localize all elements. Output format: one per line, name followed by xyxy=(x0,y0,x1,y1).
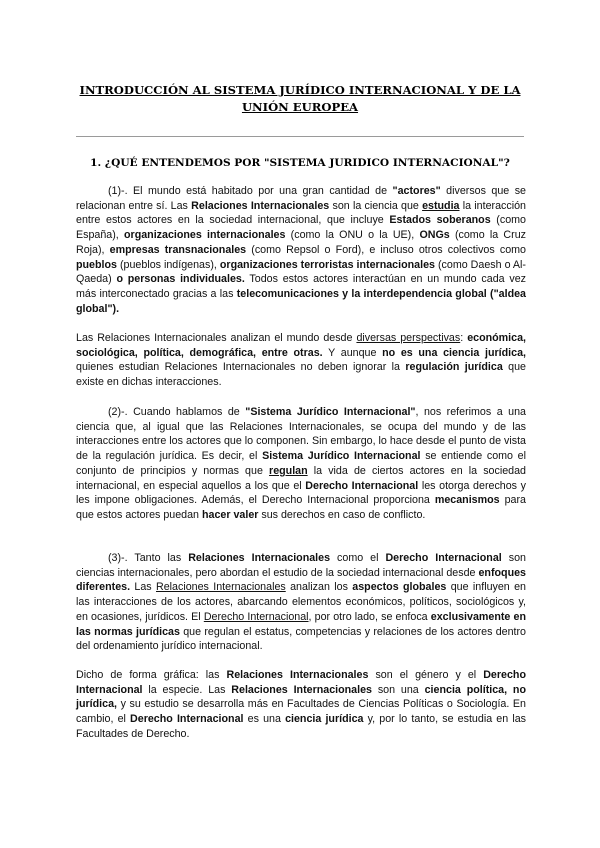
text-run: (como España), xyxy=(76,214,526,242)
title-divider xyxy=(76,136,524,137)
text-run: Relaciones Internacionales xyxy=(188,552,331,564)
text-run: Todos estos actores interactúan en un mundo cada vez más interconectado gracias a las xyxy=(76,273,527,300)
text-run: telecomunicaciones y la interdependencia global ("aldea global"). xyxy=(76,287,526,315)
text-run: mecanismos xyxy=(434,494,500,507)
text-run: (como Daesh o Al-Qaeda) xyxy=(76,258,526,286)
text-run: Derecho Internacional xyxy=(203,610,309,623)
text-run: (pueblos indígenas), xyxy=(116,258,220,271)
text-run: ONGs xyxy=(419,229,450,242)
text-run: (3)-. Tanto las xyxy=(108,552,189,564)
paragraph-3 xyxy=(76,405,526,523)
text-run: económica, sociológica, política, demográfica, entre otras. xyxy=(76,332,526,359)
text-run: empresas transnacionales xyxy=(109,243,247,256)
text-run: (como Repsol o Ford), e incluso otros colectivos como xyxy=(246,243,526,256)
text-run: estudia xyxy=(422,199,460,212)
section-heading: 1. ¿QUÉ ENTENDEMOS POR "SISTEMA JURIDICO INTERNACIONAL"? xyxy=(90,157,510,169)
text-run: son una xyxy=(371,683,425,696)
text-run: sus derechos en caso de conflicto. xyxy=(258,508,426,521)
text-run: aspectos globales xyxy=(352,581,447,594)
text-run: la interacción entre estos actores en la sociedad internacional, que incluye xyxy=(76,199,526,227)
text-run: o personas individuales. xyxy=(116,273,245,286)
paragraph-1 xyxy=(76,184,526,316)
text-run: (como la ONU o la UE), xyxy=(285,229,420,242)
text-run: para que estos actores puedan xyxy=(76,494,526,521)
text-run: y su estudio se desarrolla más en Facultades de Ciencias Políticas o Sociología. En cambio, el xyxy=(76,698,526,726)
text-run: diversas perspectivas xyxy=(356,332,461,344)
text-run: Dicho de forma gráfica: las xyxy=(76,669,227,681)
text-run: pueblos xyxy=(76,258,117,271)
text-run: como el xyxy=(330,552,386,564)
text-run: "Sistema Jurídico Internacional" xyxy=(245,406,416,418)
text-run: son el género y el xyxy=(368,669,484,681)
text-run: Relaciones Internacionales xyxy=(191,199,330,212)
text-run: se entiende como el conjunto de principios y normas que xyxy=(76,450,526,477)
text-run: quienes estudian Relaciones Internacionales no deben ignorar la xyxy=(76,361,406,374)
text-run: , por otro lado, se enfoca xyxy=(308,610,431,623)
document-title: INTRODUCCIÓN AL SISTEMA JURÍDICO INTERNACIONAL Y DE LA UNIÓN EUROPEA xyxy=(79,83,521,114)
text-run: Las Relaciones Internacionales analizan el mundo desde xyxy=(76,332,357,344)
text-run: (1)-. El mundo está habitado por una gran cantidad de xyxy=(108,185,393,197)
text-run: hacer valer xyxy=(201,508,259,521)
text-run: son la ciencia que xyxy=(329,199,423,212)
paragraph-5 xyxy=(76,668,526,742)
text-run: : xyxy=(460,332,468,344)
text-run: exclusivamente en las normas jurídicas xyxy=(76,610,526,638)
text-run: (2)-. Cuando hablamos de xyxy=(108,406,246,418)
paragraph-4 xyxy=(76,551,526,654)
text-run: no es una ciencia jurídica, xyxy=(382,346,526,359)
text-run: Derecho Internacional xyxy=(385,552,502,564)
text-run: la vida de ciertos actores en la sociedad internacional, en especial aquellos a los que el xyxy=(76,464,526,492)
text-run: Derecho Internacional xyxy=(76,669,526,696)
paragraph-2 xyxy=(76,331,526,390)
text-run: que existe en dichas interacciones. xyxy=(76,361,526,389)
text-run: Estados soberanos xyxy=(389,214,491,227)
text-run: (como la Cruz Roja), xyxy=(76,229,526,256)
text-run: diversos que se relacionan entre sí. Las xyxy=(76,185,526,212)
text-run: Y aunque xyxy=(322,346,383,359)
text-run: enfoques diferentes. xyxy=(76,566,526,594)
text-run: Las xyxy=(130,581,157,594)
text-run: Relaciones Internacionales xyxy=(231,683,372,696)
text-run: , nos referimos a una ciencia que, al igual que las Relaciones Internacionales, se ocupa del mundo y de las interacciones entre los actores que lo componen. Sin embargo, lo hace desde el punto de vista de la regulación jurídica. Es decir, el xyxy=(76,406,526,463)
text-run: Relaciones Internacionales xyxy=(156,581,286,594)
text-run: regulación jurídica xyxy=(405,361,503,374)
text-run: ciencia jurídica xyxy=(285,713,364,726)
text-run: la especie. Las xyxy=(142,683,232,696)
text-run: que regulan el estatus, competencias y relaciones de los actores dentro del ordenamiento jurídico internacional. xyxy=(76,625,526,653)
text-run: ciencia política, no jurídica, xyxy=(76,683,526,711)
text-run: organizaciones internacionales xyxy=(124,229,286,242)
text-run: analizan los xyxy=(285,581,353,594)
text-run: les otorga derechos y les impone obligaciones. Además, el Derecho Internacional proporciona xyxy=(76,479,526,507)
text-run: es una xyxy=(243,713,286,726)
text-run: Derecho Internacional xyxy=(130,713,244,726)
text-run: y, por lo tanto, se estudia en las Facultades de Derecho. xyxy=(76,713,526,740)
text-run: Derecho Internacional xyxy=(305,479,419,492)
text-run: "actores" xyxy=(392,185,441,197)
text-run: que influyen en las interacciones de los actores, abarcando elementos económicos, políticos, sociológicos y, en ocasiones, jurídicos. El xyxy=(76,581,526,623)
text-run: regulan xyxy=(269,464,308,477)
text-run: son ciencias internacionales, pero abordan el estudio de la sociedad internacional desde xyxy=(76,552,526,579)
text-run: organizaciones terroristas internacionales xyxy=(219,258,435,271)
text-run: Relaciones Internacionales xyxy=(226,669,369,681)
text-run: Sistema Jurídico Internacional xyxy=(262,450,421,463)
